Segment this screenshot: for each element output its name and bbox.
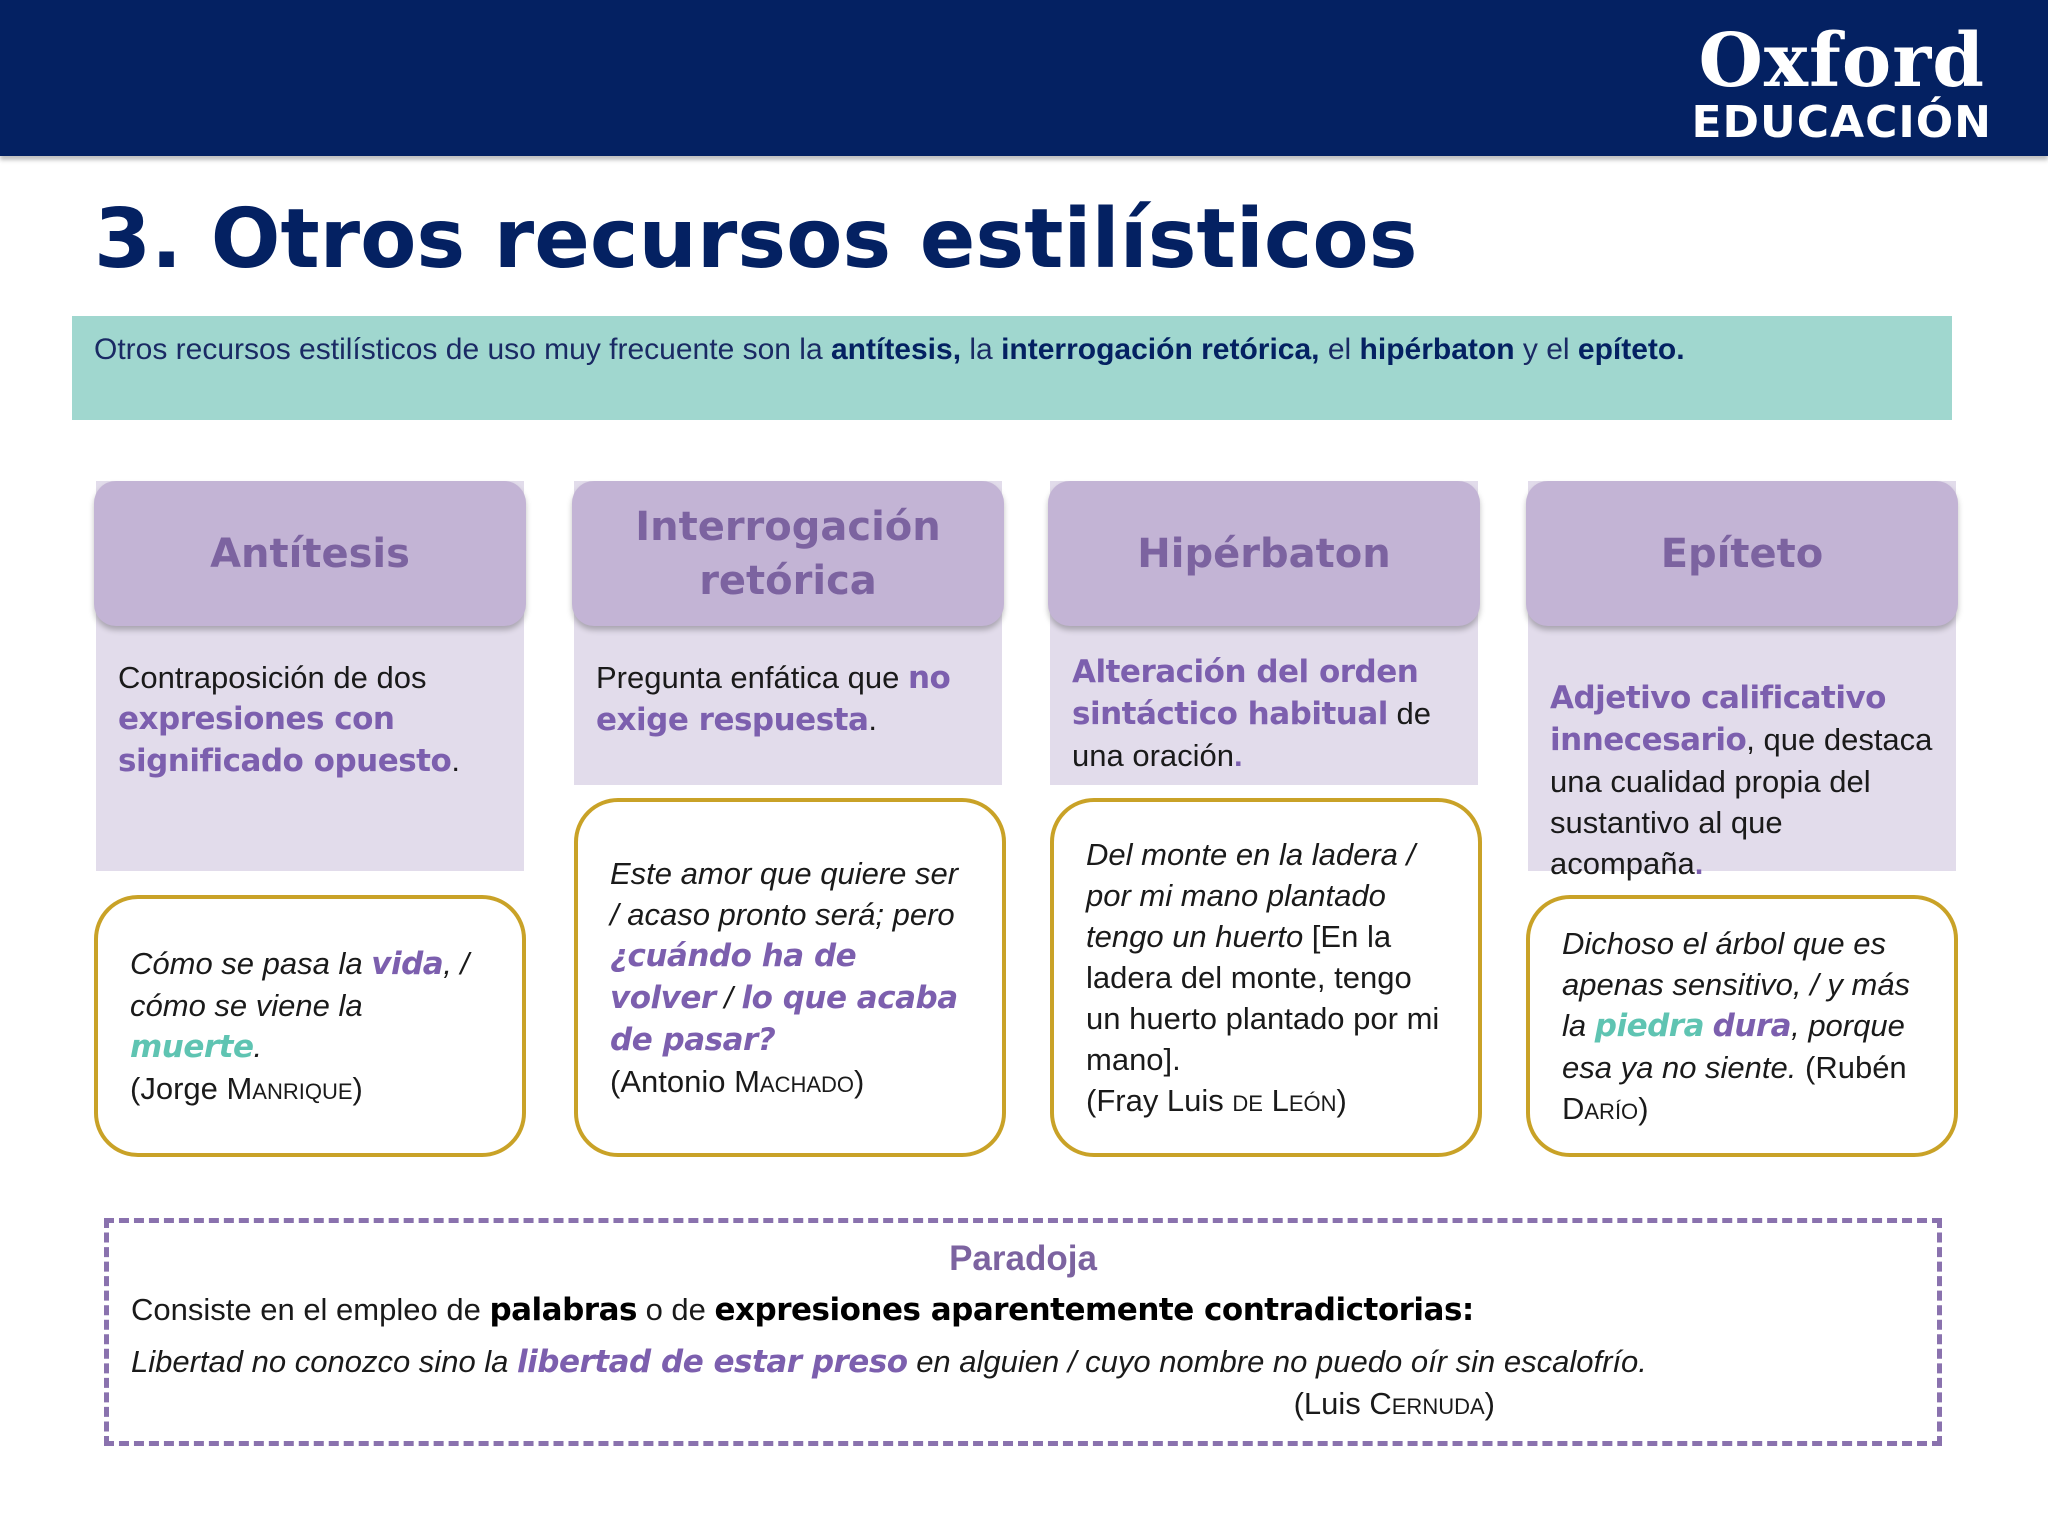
oxford-logo (1691, 18, 1992, 148)
card-example-epiteto: Dichoso el árbol que es apenas sensitivo, / y más la piedra dura, porque esa ya no siente. (Rubén Darío) (1526, 895, 1958, 1157)
card-heading-antitesis: Antítesis (94, 481, 526, 626)
paradox-box (104, 1218, 1942, 1446)
card-definition-epiteto: Adjetivo calificativo innecesario, que destaca una cualidad propia del sustantivo al que acompaña. (1528, 481, 1956, 871)
intro-band: Otros recursos estilísticos de uso muy frecuente son la antítesis, la interrogación retórica, el hipérbaton y el epíteto. (72, 316, 1952, 420)
card-definition-interrogacion: Pregunta enfática que no exige respuesta. (574, 481, 1002, 785)
card-heading-hiperbaton: Hipérbaton (1048, 481, 1480, 626)
paradox-author: (Luis Cernuda) (1293, 1386, 1495, 1421)
card-heading-epiteto: Epíteto (1526, 481, 1958, 626)
paradox-title: Paradoja (949, 1239, 1097, 1278)
logo-subtitle: EDUCACIÓN (1691, 97, 1992, 148)
card-heading-interrogacion: Interrogación retórica (572, 481, 1004, 626)
card-example-antitesis: Cómo se pasa la vida, / cómo se viene la muerte. (Jorge Manrique) (94, 895, 526, 1157)
paradox-definition: Consiste en el empleo de palabras o de expresiones aparentemente contradictorias: (131, 1292, 1474, 1328)
card-definition-antitesis: Contraposición de dos expresiones con significado opuesto. (96, 481, 524, 871)
page-title: 3. Otros recursos estilísticos (94, 192, 1418, 287)
logo-wordmark: Oxford (1698, 18, 1985, 104)
top-banner (0, 0, 2048, 156)
paradox-quote: Libertad no conozco sino la libertad de estar preso en alguien / cuyo nombre no puedo oír sin escalofrío. (131, 1344, 1647, 1380)
card-definition-hiperbaton: Alteración del orden sintáctico habitual de una oración. (1050, 481, 1478, 785)
card-example-hiperbaton: Del monte en la ladera / por mi mano plantado tengo un huerto [En la ladera del monte, tengo un huerto plantado por mi mano]. (Fray Luis de León) (1050, 798, 1482, 1157)
card-example-interrogacion: Este amor que quiere ser / acaso pronto será; pero ¿cuándo ha de volver / lo que acaba de pasar? (Antonio Machado) (574, 798, 1006, 1157)
